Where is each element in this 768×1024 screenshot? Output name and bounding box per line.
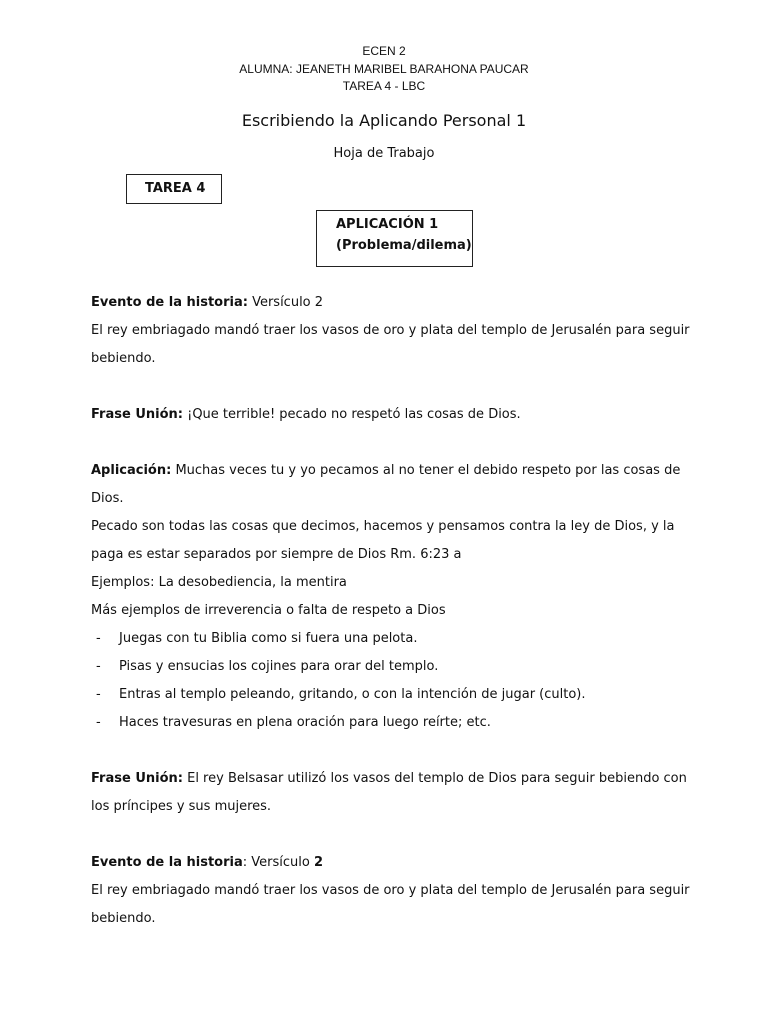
section1-heading bbox=[91, 294, 323, 312]
aplicacion-line2: Dios. bbox=[91, 491, 124, 506]
frase1-paragraph bbox=[91, 406, 521, 424]
list-item: - Entras al templo peleando, gritando, o con la intención de jugar (culto). bbox=[96, 687, 586, 702]
frase2-value: El rey Belsasar utilizó los vasos del templo de Dios para seguir bebiendo con bbox=[182, 771, 687, 786]
header-task: TAREA 4 - LBC bbox=[342, 79, 426, 93]
section1-text-line1: El rey embriagado mandó traer los vasos de oro y plata del templo de Jerusalén para seguir bbox=[91, 323, 690, 338]
aplicacion-box bbox=[316, 210, 473, 267]
section2-label: Evento de la historia bbox=[91, 855, 243, 870]
page-title: Escribiendo la Aplicando Personal 1 bbox=[241, 111, 527, 130]
aplicacion-value: Muchas veces tu y yo pecamos al no tener el debido respeto por las cosas de bbox=[171, 463, 681, 478]
header-course: ECEN 2 bbox=[362, 44, 406, 58]
aplicacion-box-subtitle: (Problema/dilema) bbox=[336, 238, 472, 253]
section2-heading bbox=[91, 854, 323, 872]
aplicacion-label: Aplicación: bbox=[91, 463, 172, 478]
section2-colon: : bbox=[242, 855, 248, 870]
list-item: - Haces travesuras en plena oración para luego reírte; etc. bbox=[96, 715, 491, 730]
aplicacion-line3: Pecado son todas las cosas que decimos, hacemos y pensamos contra la ley de Dios, y la bbox=[91, 519, 675, 534]
page-subtitle: Hoja de Trabajo bbox=[333, 146, 435, 161]
aplicacion-line5: Ejemplos: La desobediencia, la mentira bbox=[91, 575, 347, 590]
frase2-line2: los príncipes y sus mujeres. bbox=[91, 799, 272, 814]
section2-num: 2 bbox=[313, 855, 323, 870]
frase1-value: ¡Que terrible! pecado no respetó las cosas de Dios. bbox=[182, 407, 521, 422]
section2-text-line1: El rey embriagado mandó traer los vasos de oro y plata del templo de Jerusalén para seguir bbox=[91, 883, 690, 898]
aplicacion-paragraph bbox=[91, 462, 680, 480]
section1-label: Evento de la historia: bbox=[91, 295, 248, 310]
section2-value: Versículo bbox=[247, 855, 314, 870]
section1-value: Versículo 2 bbox=[247, 295, 324, 310]
aplicacion-box-title: APLICACIÓN 1 bbox=[336, 217, 439, 232]
frase1-label: Frase Unión: bbox=[91, 407, 183, 422]
section1-text-line2: bebiendo. bbox=[91, 351, 156, 366]
header-student: ALUMNA: JEANETH MARIBEL BARAHONA PAUCAR bbox=[239, 62, 529, 76]
list-item: - Pisas y ensucias los cojines para orar del templo. bbox=[96, 659, 439, 674]
tarea-label: TAREA 4 bbox=[145, 181, 206, 196]
frase2-label: Frase Unión: bbox=[91, 771, 183, 786]
tarea-box bbox=[126, 174, 222, 204]
aplicacion-line4: paga es estar separados por siempre de Dios Rm. 6:23 a bbox=[91, 547, 462, 562]
aplicacion-line6: Más ejemplos de irreverencia o falta de respeto a Dios bbox=[91, 603, 446, 618]
section2-text-line2: bebiendo. bbox=[91, 911, 156, 926]
list-item: - Juegas con tu Biblia como si fuera una pelota. bbox=[96, 631, 418, 646]
frase2-paragraph bbox=[91, 770, 687, 788]
